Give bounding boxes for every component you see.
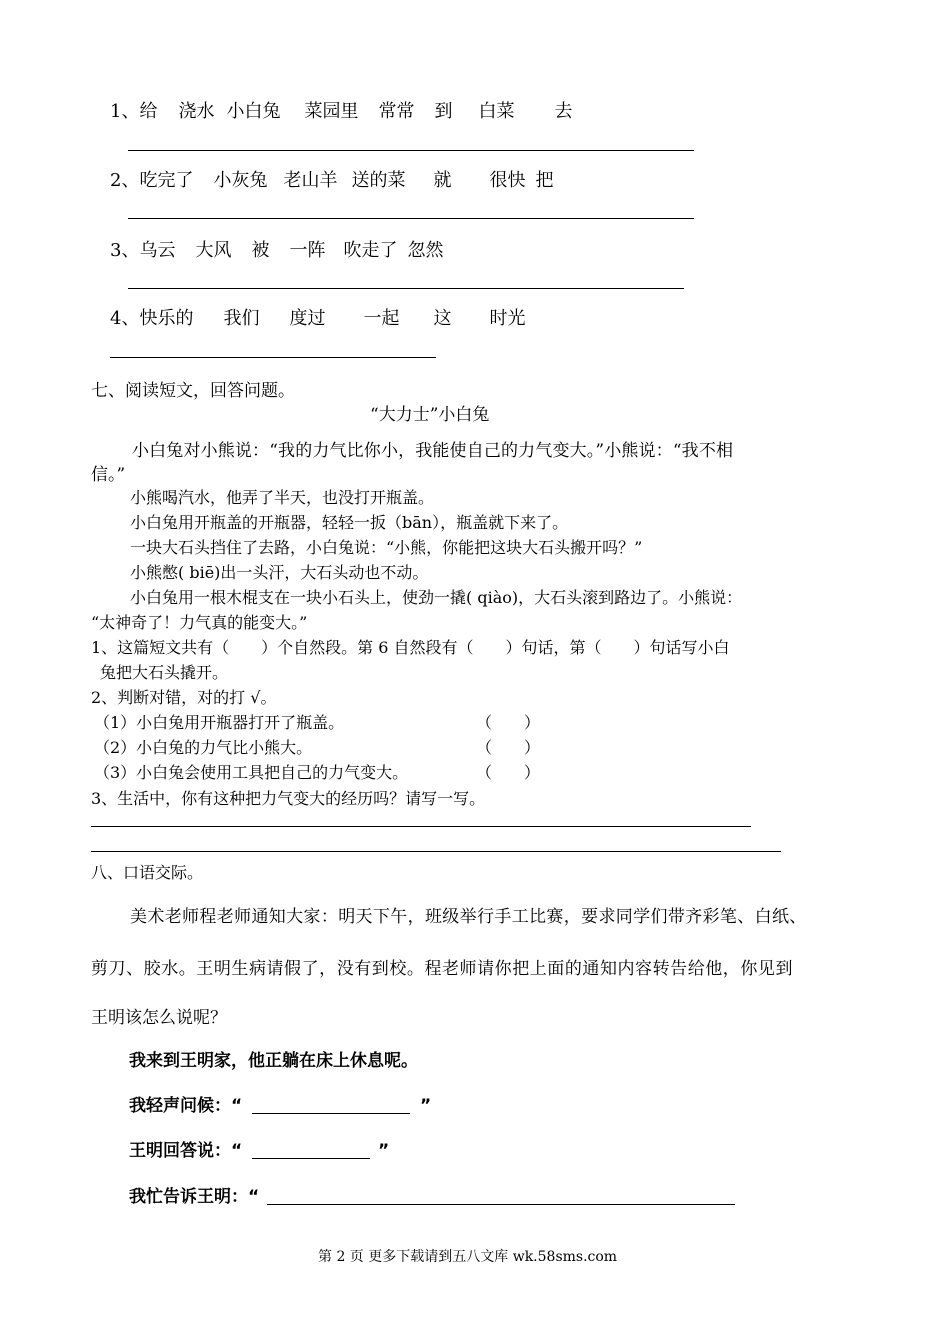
paragraph-1b: 信。” bbox=[91, 465, 126, 485]
answer-line-1[interactable] bbox=[128, 150, 694, 151]
oral-heading: 八、口语交际。 bbox=[91, 863, 204, 882]
paragraph-6b: “太神奇了！力气真的能变大。” bbox=[91, 613, 308, 632]
tell-blank[interactable] bbox=[267, 1186, 735, 1205]
tell-label: 我忙告诉王明：“ bbox=[129, 1187, 260, 1207]
greeting-label: 我轻声问候：“ bbox=[129, 1096, 243, 1116]
judgment-3: （3）小白兔会使用工具把自己的力气变大。 bbox=[94, 763, 409, 782]
oral-text-3: 王明该怎么说呢？ bbox=[91, 1008, 227, 1028]
page-footer: 第 2 页 更多下载请到五八文库 wk.58sms.com bbox=[318, 1249, 618, 1265]
greeting-blank[interactable] bbox=[252, 1095, 410, 1114]
answer-line-3[interactable] bbox=[128, 288, 684, 289]
answer-line-q3-b[interactable] bbox=[91, 851, 781, 852]
paragraph-3: 小白兔用开瓶盖的开瓶器，轻轻一扳（bān），瓶盖就下来了。 bbox=[130, 513, 569, 532]
answer-line-4[interactable] bbox=[110, 357, 436, 358]
story-title: “大力士”小白兔 bbox=[370, 405, 490, 425]
question-3: 3、生活中，你有这种把力气变大的经历吗？请写一写。 bbox=[91, 789, 486, 808]
judgment-1: （1）小白兔用开瓶器打开了瓶盖。 bbox=[94, 713, 345, 732]
reading-heading: 七、阅读短文，回答问题。 bbox=[91, 381, 295, 401]
greeting-close-quote: ” bbox=[420, 1096, 432, 1116]
answer-line-2[interactable] bbox=[128, 218, 694, 219]
judgment-1-answer[interactable]: （ ） bbox=[476, 713, 541, 732]
bold-line-4 bbox=[129, 1182, 735, 1207]
reply-close-quote: ” bbox=[378, 1141, 390, 1161]
paragraph-4: 一块大石头挡住了去路，小白兔说：“小熊，你能把这块大石头搬开吗？” bbox=[130, 538, 643, 557]
bold-line-1: 我来到王明家，他正躺在床上休息呢。 bbox=[129, 1051, 418, 1071]
judgment-2-answer[interactable]: （ ） bbox=[476, 738, 541, 757]
question-2: 2、判断对错，对的打 √。 bbox=[91, 688, 277, 707]
oral-text-2: 剪刀、胶水。王明生病请假了，没有到校。程老师请你把上面的通知内容转告给他，你见到 bbox=[91, 959, 793, 979]
sentence-3: 3、乌云 大风 被 一阵 吹走了 忽然 bbox=[110, 240, 444, 261]
judgment-3-answer[interactable]: （ ） bbox=[476, 763, 541, 782]
sentence-4: 4、快乐的 我们 度过 一起 这 时光 bbox=[110, 308, 526, 329]
bold-line-2 bbox=[129, 1091, 431, 1116]
bold-line-3 bbox=[129, 1136, 389, 1161]
paragraph-2: 小熊喝汽水，他弄了半天，也没打开瓶盖。 bbox=[130, 488, 435, 507]
sentence-1: 1、给 浇水 小白兔 菜园里 常常 到 白菜 去 bbox=[110, 101, 573, 122]
oral-text-1: 美术老师程老师通知大家：明天下午，班级举行手工比赛，要求同学们带齐彩笔、白纸、 bbox=[130, 907, 807, 927]
judgment-2: （2）小白兔的力气比小熊大。 bbox=[94, 738, 313, 757]
answer-line-q3-a[interactable] bbox=[91, 826, 751, 827]
question-1-cont: 兔把大石头撬开。 bbox=[100, 663, 229, 682]
paragraph-6a: 小白兔用一根木棍支在一块小石头上，使劲一撬( qiào)，大石头滚到路边了。小熊说： bbox=[130, 588, 743, 607]
reply-blank[interactable] bbox=[252, 1140, 370, 1159]
reply-label: 王明回答说：“ bbox=[129, 1141, 243, 1161]
question-1: 1、这篇短文共有（ ）个自然段。第 6 自然段有（ ）句话，第（ ）句话写小白 bbox=[91, 638, 730, 657]
paragraph-5: 小熊憋( biē)出一头汗，大石头动也不动。 bbox=[130, 563, 429, 582]
sentence-2: 2、吃完了 小灰兔 老山羊 送的菜 就 很快 把 bbox=[110, 170, 554, 191]
paragraph-1a: 小白兔对小熊说：“我的力气比你小，我能使自己的力气变大。”小熊说：“我不相 bbox=[132, 441, 734, 461]
